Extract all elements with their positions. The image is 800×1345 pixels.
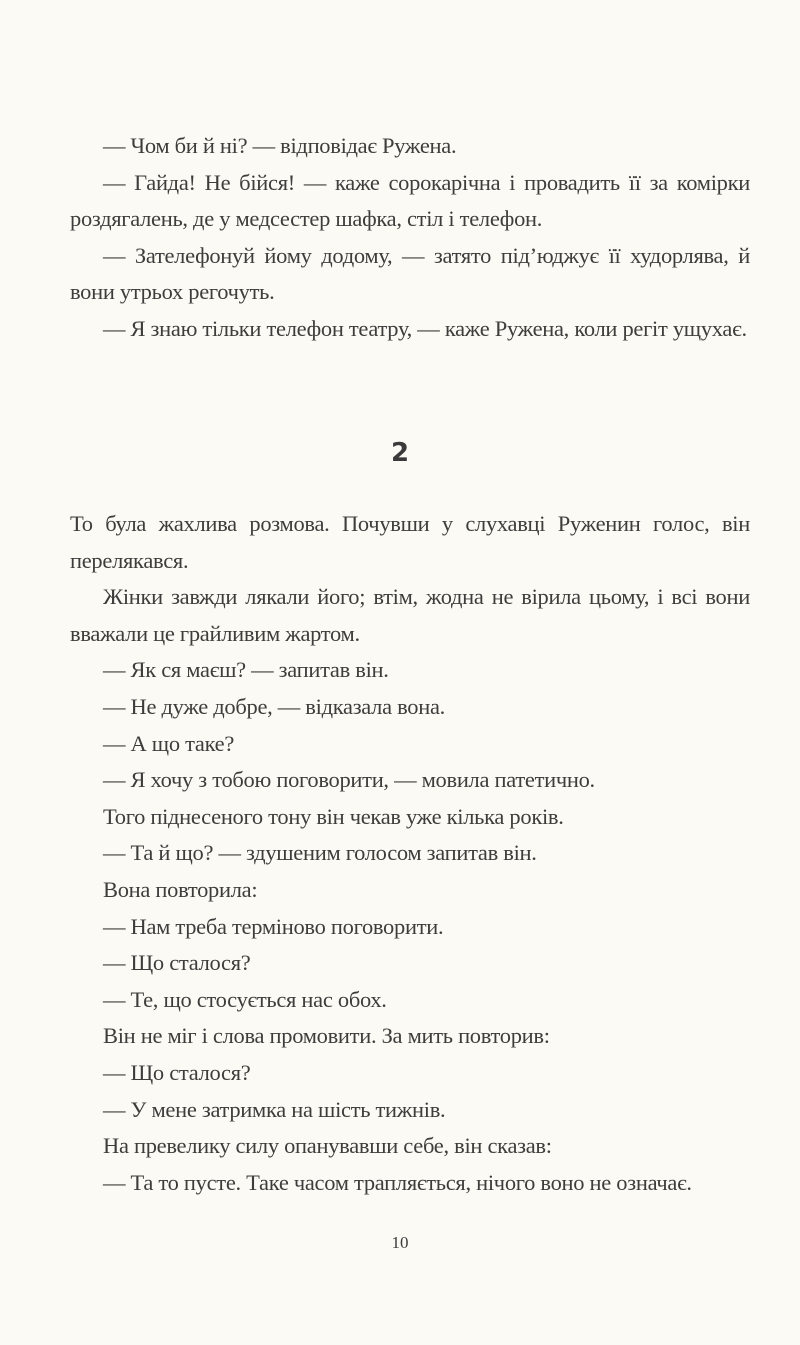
paragraph: На превелику силу опанувавши себе, він сказав: — [103, 1133, 552, 1159]
paragraph: — А що таке? — [103, 730, 235, 756]
paragraph: — Зателефонуй йому додому, — затято під’юджує її худорлява, й вони утрьох регочуть. — [70, 242, 750, 305]
paragraph: — Не дуже добре, — відказала вона. — [103, 693, 445, 719]
paragraph: Вона повторила: — [103, 876, 258, 902]
paragraph: — Гайда! Не бійся! — каже сорокарічна і провадить її за комірки роздягалень, де у медсестер шафка, стіл і телефон. — [70, 169, 750, 232]
paragraph: — Я хочу з тобою поговорити, — мовила патетично. — [103, 767, 595, 793]
paragraph: — Що сталося? — [103, 1059, 251, 1085]
text-block-section-2 — [70, 506, 750, 1201]
text-block-part-1 — [70, 128, 750, 348]
paragraph: — Те, що стосується нас обох. — [103, 986, 387, 1012]
paragraph: Він не міг і слова промовити. За мить повторив: — [103, 1023, 550, 1049]
paragraph: — Як ся маєш? — запитав він. — [103, 657, 389, 683]
paragraph: — У мене затримка на шість тижнів. — [103, 1096, 446, 1122]
paragraph: — Та то пусте. Таке часом трапляється, нічого воно не означає. — [103, 1169, 692, 1195]
paragraph: — Я знаю тільки телефон театру, — каже Ружена, коли регіт ущухає. — [103, 315, 747, 341]
paragraph: — Та й що? — здушеним голосом запитав він. — [103, 840, 537, 866]
paragraph: — Що сталося? — [103, 950, 251, 976]
paragraph: Жінки завжди лякали його; втім, жодна не вірила цьому, і всі вони вважали це грайливим жартом. — [70, 584, 750, 646]
section-number-heading: 2 — [390, 438, 410, 468]
page-number: 10 — [391, 1233, 409, 1252]
paragraph: Того піднесеного тону він чекав уже кілька років. — [103, 803, 564, 829]
paragraph: — Нам треба терміново поговорити. — [103, 913, 444, 939]
section-opening-paragraph: То була жахлива розмова. Почувши у слухавці Руженин голос, він перелякався. — [70, 511, 750, 573]
paragraph: — Чом би й ні? — відповідає Ружена. — [103, 133, 457, 158]
